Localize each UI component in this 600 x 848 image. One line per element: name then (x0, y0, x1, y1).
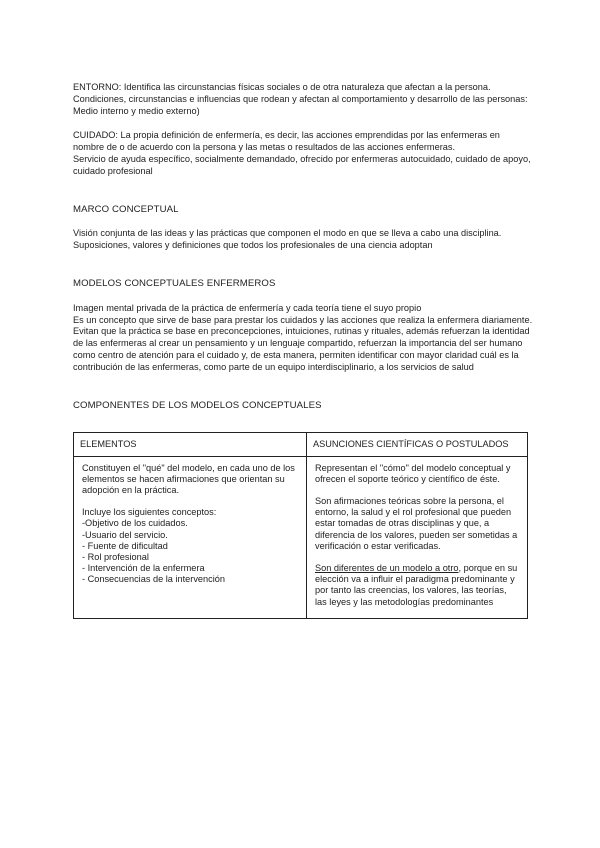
list-item: - Consecuencias de la intervención (82, 574, 225, 585)
modelos-line-1: Imagen mental privada de la práctica de enfermería y cada teoría tiene el suyo propio (73, 302, 422, 313)
componentes-heading: COMPONENTES DE LOS MODELOS CONCEPTUALES (73, 399, 322, 411)
list-item: -Usuario del servicio. (82, 529, 168, 540)
entorno-detail: Condiciones, circunstancias e influencias que rodean y afectan al comportamiento y desarrollo de las personas: Medio interno y medio externo) (73, 93, 528, 116)
list-item: - Fuente de dificultad (82, 540, 168, 551)
table-row (74, 456, 528, 618)
asunciones-p1: Representan el "cómo" del modelo conceptual y ofrecen el soporte teórico y científico de éste. (315, 462, 511, 484)
asunciones-p3-rest: , porque en su elección va a influir el paradigma predominante y por tanto las creencias, los valores, las teorías, las leyes y las metodologías predominantes (315, 562, 518, 607)
elementos-list-title: Incluye los siguientes conceptos: (82, 507, 217, 518)
asunciones-p2: Son afirmaciones teóricas sobre la persona, el entorno, la salud y el rol profesional que pueden estar tomadas de otras disciplinas y que, a diferencia de los valores, pueden ser sometidas a verificación o estar verificadas. (315, 495, 518, 551)
cuidado-detail: Servicio de ayuda específico, socialmente demandado, ofrecido por enfermeras autocuidado, cuidado de apoyo, cuidado profesional (73, 153, 531, 176)
cuidado-definition: CUIDADO: La propia definición de enfermería, es decir, las acciones emprendidas por las enfermeras en nombre de o de acuerdo con la persona y las metas o resultados de las acciones enfermeras. (73, 130, 500, 153)
header-asunciones: ASUNCIONES CIENTÍFICAS O POSTULADOS (307, 433, 528, 456)
table-header-row (74, 433, 528, 456)
modelos-line-2: Es un concepto que sirve de base para prestar los cuidados y las acciones que realiza la enfermera diariamente. (73, 314, 533, 325)
asunciones-p3 (315, 563, 519, 608)
document-page (73, 82, 533, 619)
asunciones-p3-underlined: Son diferentes de un modelo a otro (315, 562, 459, 573)
asunciones-cell (307, 456, 528, 618)
header-elementos: ELEMENTOS (74, 433, 307, 456)
modelos-line-3: Evitan que la práctica se base en preconcepciones, intuiciones, rutinas y rituales, además refuerzan la identidad de las enfermeras al crear un pensamiento y un lenguaje compartido, refuerzan la importancia del ser humano como centro de atención para el cuidado y, de esta manera, permiten identificar con mayor claridad cuál es la contribución de las enfermeras, como parte de un equipo interdisciplinario, a los servicios de salud (73, 326, 530, 372)
list-item: - Rol profesional (82, 551, 149, 562)
entorno-definition: ENTORNO: Identifica las circunstancias físicas sociales o de otra naturaleza que afectan a la persona. (73, 82, 491, 92)
marco-conceptual-heading: MARCO CONCEPTUAL (73, 203, 179, 215)
list-item: - Intervención de la enfermera (82, 563, 205, 574)
componentes-table (73, 432, 528, 618)
marco-conceptual-text: Visión conjunta de las ideas y las prácticas que componen el modo en que se lleva a cabo una disciplina. Suposiciones, valores y definiciones que todos los profesionales de una ciencia adoptan (73, 228, 502, 251)
modelos-conceptuales-heading: MODELOS CONCEPTUALES ENFERMEROS (73, 277, 276, 289)
elementos-description: Constituyen el "qué" del modelo, en cada uno de los elementos se hacen afirmaciones que orientan su adopción en la práctica. (82, 462, 295, 495)
list-item: -Objetivo de los cuidados. (82, 518, 188, 529)
elementos-cell (74, 456, 307, 618)
